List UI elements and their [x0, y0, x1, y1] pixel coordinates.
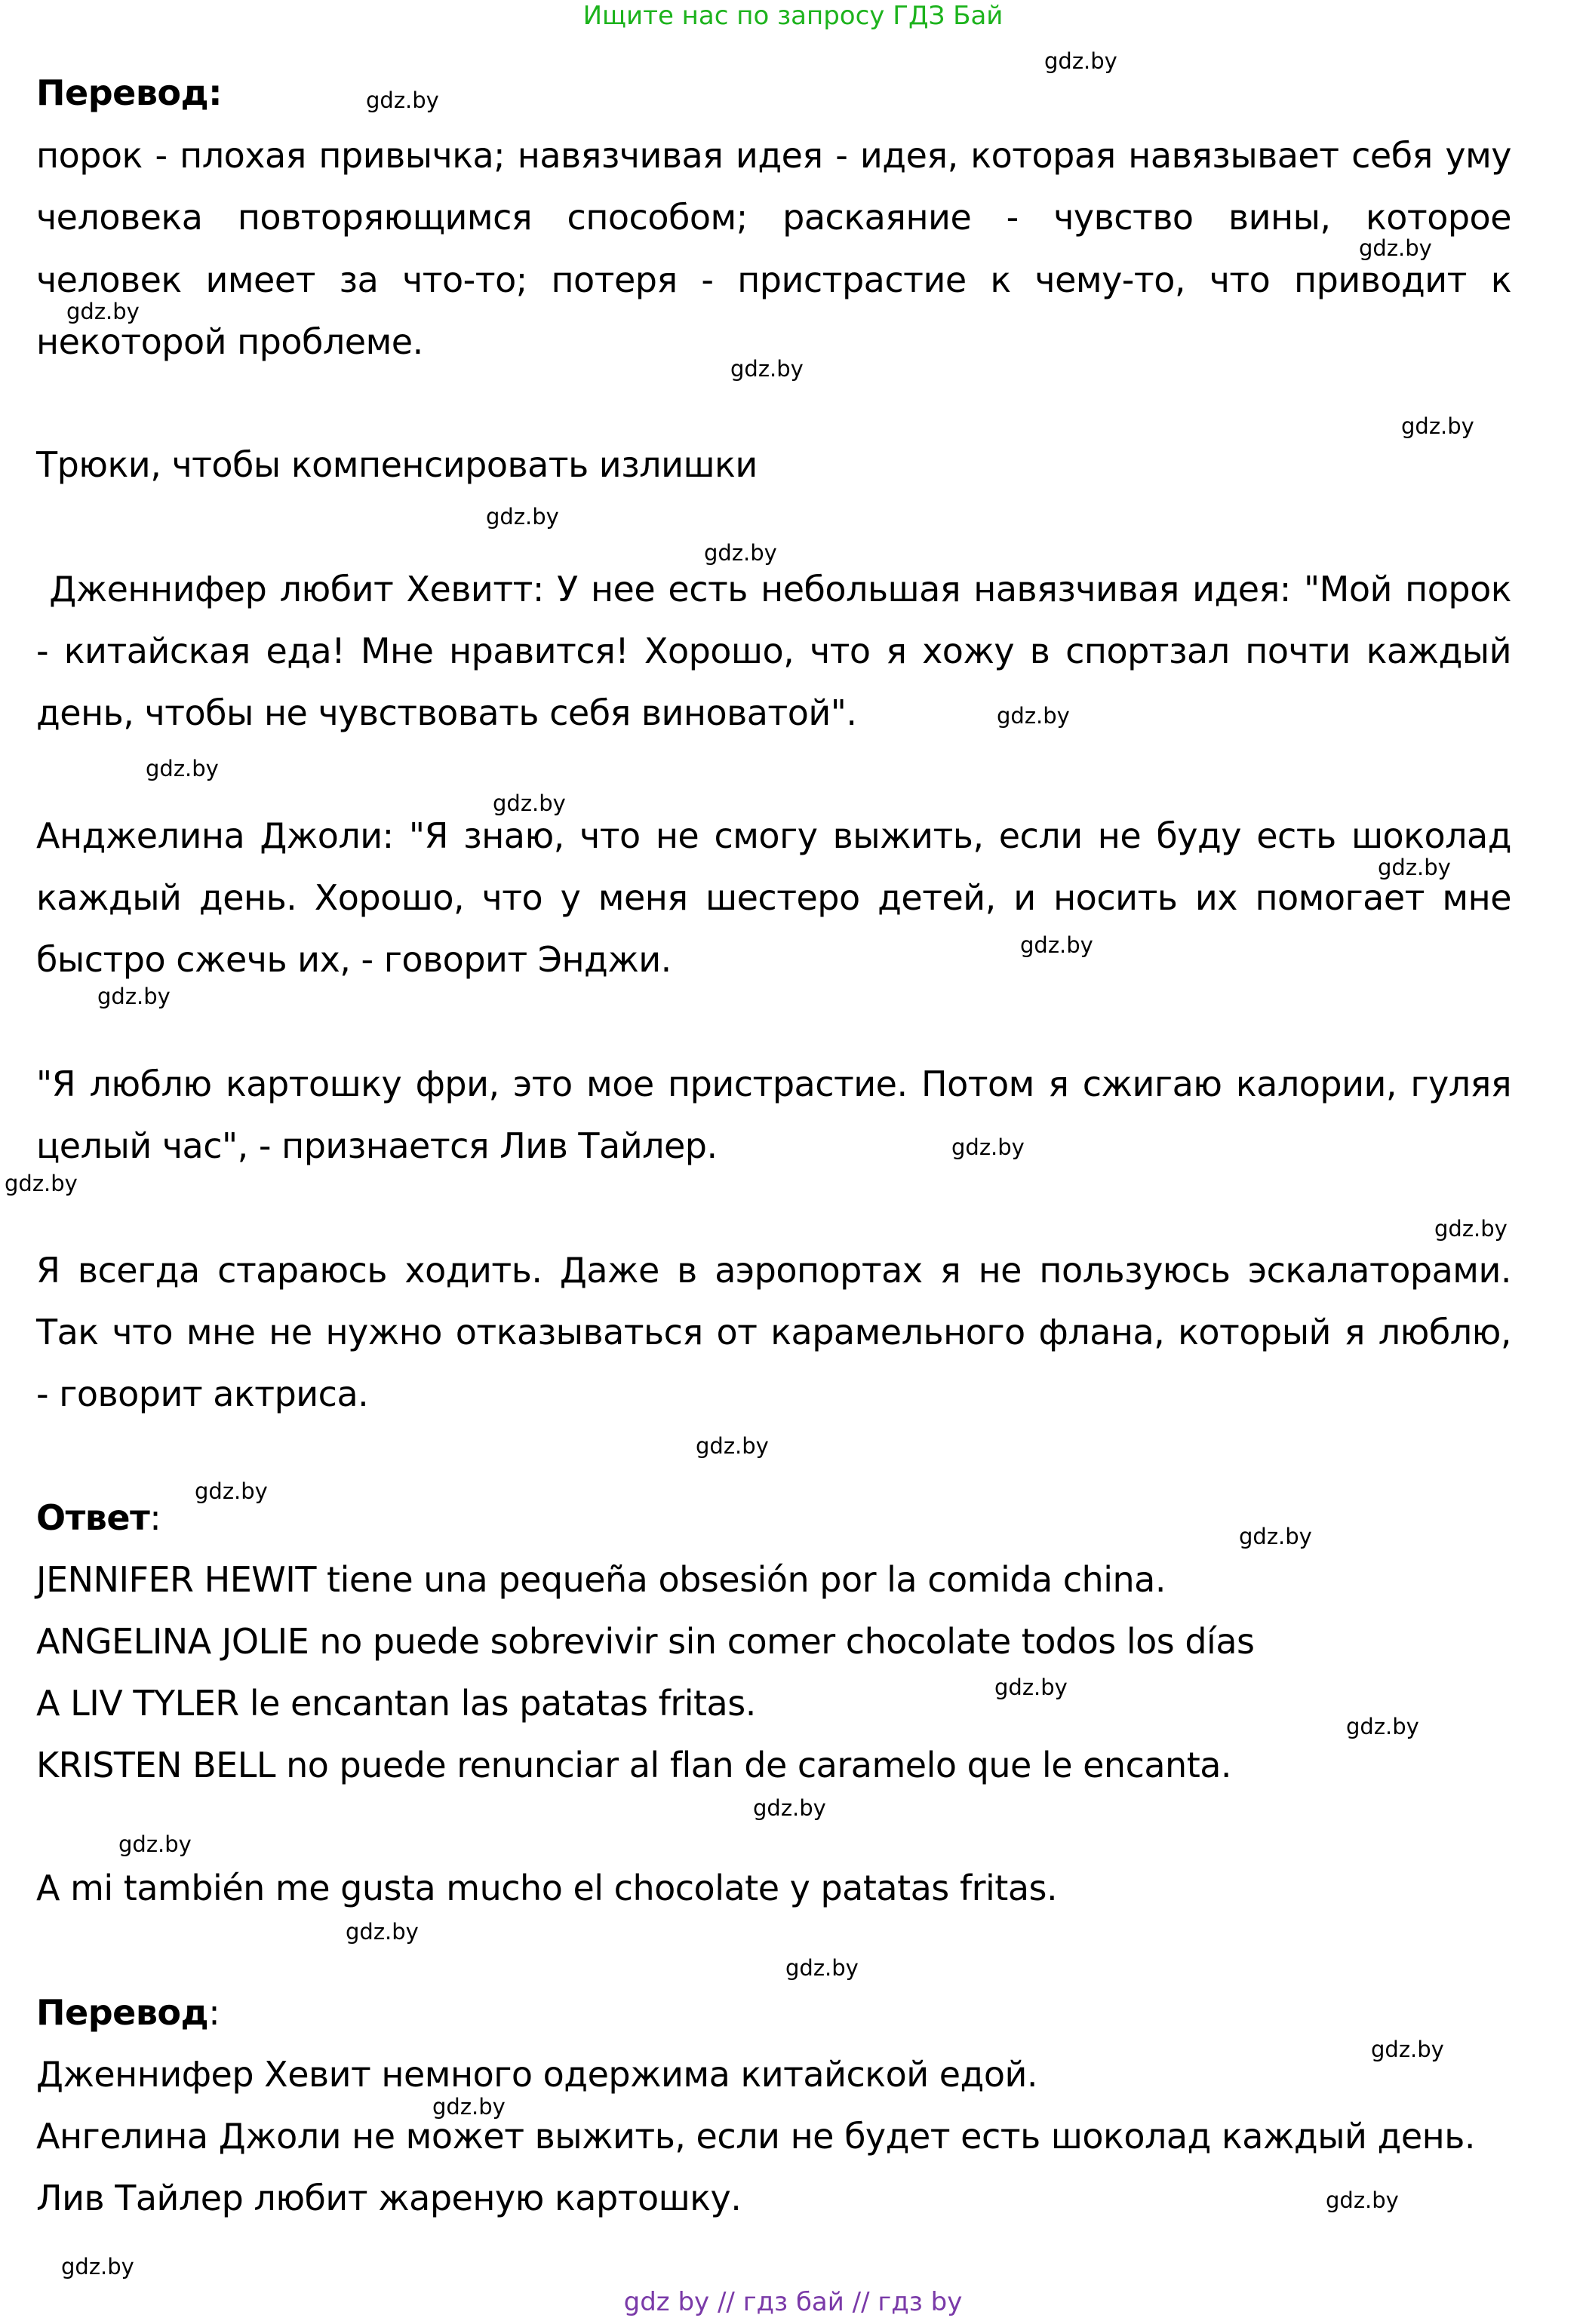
watermark: gdz.by — [97, 984, 171, 1009]
answer-line: A LIV TYLER le encantan las patatas fritas. — [36, 1683, 756, 1724]
watermark: gdz.by — [1401, 413, 1474, 439]
translation2-line: Ангелина Джоли не может выжить, если не будет есть шоколад каждый день. — [36, 2116, 1475, 2157]
watermark: gdz.by — [66, 299, 140, 324]
translation2-heading-row — [36, 1990, 1511, 2035]
watermark: gdz.by — [1044, 48, 1117, 74]
watermark: gdz.by — [1359, 235, 1432, 261]
answer-heading: Ответ — [36, 1497, 150, 1538]
translation-line: человек имеет за что-то; потеря - пристрастие к чему-то, что приводит к — [36, 259, 1511, 300]
watermark: gdz.by — [346, 1919, 419, 1945]
watermark: gdz.by — [486, 504, 559, 530]
watermark: gdz.by — [704, 540, 777, 566]
answer-heading-colon: : — [149, 1497, 161, 1538]
jennifer-paragraph-line: - китайская еда! Мне нравится! Хорошо, что я хожу в спортзал почти каждый — [36, 631, 1511, 671]
answer-line: ANGELINA JOLIE no puede sobrevivir sin comer chocolate todos los días — [36, 1621, 1255, 1662]
watermark: gdz.by — [997, 703, 1070, 729]
walk-paragraph-line: Я всегда стараюсь ходить. Даже в аэропортах я не пользуюсь эскалаторами. — [36, 1250, 1511, 1291]
watermark: gdz.by — [753, 1795, 826, 1821]
watermark: gdz.by — [1434, 1216, 1508, 1242]
watermark: gdz.by — [1239, 1524, 1312, 1549]
translation-heading: Перевод: — [36, 72, 223, 113]
site-footer-links[interactable]: gdz by // гдз бай // гдз by — [623, 2287, 963, 2317]
site-header-banner: Ищите нас по запросу ГДЗ Бай — [582, 1, 1004, 31]
watermark: gdz.by — [5, 1171, 78, 1196]
watermark: gdz.by — [1378, 855, 1451, 880]
translation2-heading-colon: : — [208, 1992, 220, 2033]
translation2-heading: Перевод — [36, 1992, 209, 2033]
watermark: gdz.by — [1346, 1714, 1419, 1739]
watermark: gdz.by — [146, 756, 219, 781]
angelina-paragraph-line: быстро сжечь их, - говорит Энджи. — [36, 939, 672, 980]
watermark: gdz.by — [696, 1433, 769, 1459]
jennifer-paragraph-line: день, чтобы не чувствовать себя виноватой". — [36, 692, 857, 733]
watermark: gdz.by — [951, 1134, 1025, 1160]
translation-line: порок - плохая привычка; навязчивая идея - идея, которая навязывает себя уму — [36, 135, 1511, 176]
liv-paragraph-line: целый час", - признается Лив Тайлер. — [36, 1125, 718, 1166]
watermark: gdz.by — [118, 1831, 192, 1857]
angelina-paragraph-line: каждый день. Хорошо, что у меня шестеро детей, и носить их помогает мне — [36, 877, 1511, 918]
watermark: gdz.by — [366, 87, 439, 113]
translation2-line: Лив Тайлер любит жареную картошку. — [36, 2178, 742, 2218]
watermark: gdz.by — [1020, 932, 1093, 958]
jennifer-paragraph-line: Дженнифер любит Хевитт: У нее есть небольшая навязчивая идея: "Мой порок — [36, 569, 1511, 609]
translation2-line: Дженнифер Хевит немного одержима китайской едой. — [36, 2054, 1038, 2095]
watermark: gdz.by — [195, 1478, 268, 1504]
watermark: gdz.by — [785, 1955, 859, 1981]
answer-line: JENNIFER HEWIT tiene una pequeña obsesión por la comida china. — [36, 1559, 1166, 1600]
answer-line: KRISTEN BELL no puede renunciar al flan de caramelo que le encanta. — [36, 1745, 1232, 1785]
watermark: gdz.by — [730, 356, 804, 382]
translation-line: человека повторяющимся способом; раскаяние - чувство вины, которое — [36, 197, 1511, 238]
walk-paragraph-line: Так что мне не нужно отказываться от карамельного флана, который я люблю, — [36, 1312, 1511, 1352]
watermark: gdz.by — [61, 2254, 134, 2279]
watermark: gdz.by — [994, 1675, 1068, 1700]
translation-line: некоторой проблеме. — [36, 321, 423, 362]
walk-paragraph-line: - говорит актриса. — [36, 1374, 369, 1414]
watermark: gdz.by — [432, 2094, 506, 2120]
answer-extra-line: A mi también me gusta mucho el chocolate y patatas fritas. — [36, 1868, 1058, 1908]
watermark: gdz.by — [1326, 2187, 1399, 2213]
section-title: Трюки, чтобы компенсировать излишки — [36, 444, 758, 485]
angelina-paragraph-line: Анджелина Джоли: "Я знаю, что не смогу выжить, если не буду есть шоколад — [36, 815, 1511, 856]
watermark: gdz.by — [493, 791, 566, 816]
watermark: gdz.by — [1371, 2037, 1444, 2062]
liv-paragraph-line: "Я люблю картошку фри, это мое пристрастие. Потом я сжигаю калории, гуляя — [36, 1064, 1511, 1104]
